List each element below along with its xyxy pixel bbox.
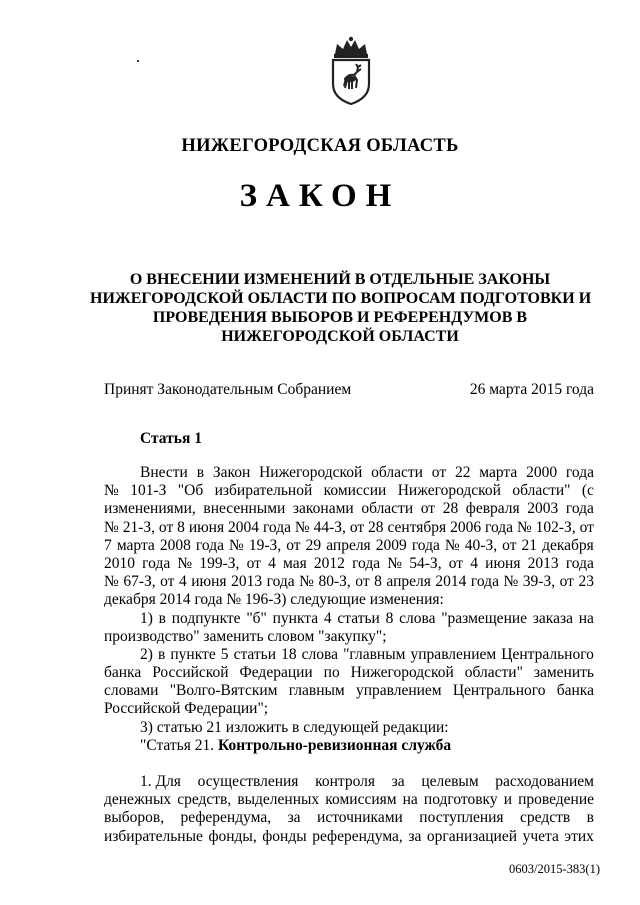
body-word: 28 [368, 518, 384, 536]
body-word: области" [464, 664, 523, 682]
body-word: комиссии [323, 482, 387, 500]
body-word: 21-З, [122, 518, 156, 536]
body-word: Закон [212, 464, 251, 481]
body-word: избирательной [214, 482, 313, 500]
body-word: за [391, 773, 405, 790]
body-line [104, 610, 594, 628]
body-word: законами [292, 500, 354, 518]
body-word: 28 [442, 500, 459, 518]
body-word: 23 [578, 573, 594, 591]
body-word: Центрального [501, 645, 594, 663]
body-line [104, 719, 594, 737]
body-word: 2003 [527, 500, 559, 518]
body-line [104, 809, 594, 827]
body-word: комиссиям [325, 791, 397, 809]
body-word: 1. Для [140, 773, 181, 790]
body-word: 3) статью 21 изложить в следующей редакции: [140, 718, 449, 736]
body-word: 2009 [375, 536, 407, 554]
law-title [90, 270, 590, 346]
body-word: выборов, [104, 809, 165, 827]
body-word: № [387, 554, 403, 572]
title-line: О ВНЕСЕНИИ ИЗМЕНЕНИЙ В ОТДЕЛЬНЫЕ ЗАКОНЫ [129, 271, 551, 288]
body-word: референдума, [180, 809, 272, 827]
body-word: 2000 [526, 464, 558, 481]
body-word: целевым [421, 773, 479, 790]
body-word: управлением [410, 645, 497, 663]
body-word: "главным [343, 645, 406, 663]
body-word: в [157, 645, 166, 663]
body-word: декабря 2014 года № 196-З) следующие изменения: [104, 591, 444, 609]
article-body [104, 464, 594, 846]
body-word: года [195, 536, 224, 554]
adoption-line [104, 381, 594, 399]
body-word: "б" [246, 609, 267, 627]
body-word: № [177, 554, 193, 572]
body-word: 8 [177, 518, 185, 536]
body-word: контроля [315, 773, 376, 790]
body-line [104, 500, 594, 518]
body-word: мая [283, 554, 307, 572]
body-word: года [142, 554, 171, 572]
body-word: 22 [454, 464, 471, 481]
body-word: № [104, 518, 119, 536]
body-word: "Статья 21. [140, 736, 218, 754]
article-heading: Статья 1 [140, 430, 202, 447]
body-line [104, 537, 594, 555]
body-word: 67-З, [123, 573, 156, 591]
body-word: года [484, 518, 514, 536]
body-word: источниками [317, 809, 403, 827]
document-code: 0603/2015-383(1) [509, 862, 600, 876]
body-word: от [448, 554, 464, 572]
body-word: № [104, 573, 119, 591]
body-word: изменениями, [104, 500, 196, 518]
body-word: на [402, 791, 418, 809]
body-line [104, 482, 594, 500]
body-word: пункте [170, 645, 216, 663]
body-word: 4 [178, 573, 187, 591]
body-word: 40-З, [464, 536, 498, 554]
body-word: 101-З [130, 482, 167, 500]
body-word: Российской [152, 664, 229, 682]
body-word: года [411, 536, 440, 554]
body-word: № [294, 518, 310, 536]
body-word: главным [288, 682, 345, 700]
body-word: июня [188, 518, 225, 536]
body-word: заменить [533, 664, 594, 682]
region-heading: НИЖЕГОРОДСКАЯ ОБЛАСТЬ [181, 136, 459, 156]
body-word: словами [104, 682, 159, 700]
body-word: за [287, 809, 301, 827]
body-word: от [158, 518, 174, 536]
body-word: февраля [465, 500, 520, 518]
body-word: управлением [355, 682, 442, 700]
body-word: от [160, 573, 175, 591]
body-word: от [559, 573, 574, 591]
body-word: средств, [177, 791, 232, 809]
body-word: 1) [140, 609, 153, 627]
body-line [104, 773, 594, 791]
body-word: 4 [323, 609, 332, 627]
body-word: Нижегородской [397, 482, 501, 500]
body-word: от [502, 536, 517, 554]
body-word: референдума, [312, 827, 403, 845]
body-word: подпункте [171, 609, 241, 627]
body-word: июня [191, 573, 227, 591]
body-word: года [262, 518, 291, 536]
body-word: 4 [268, 554, 276, 572]
body-word: 21 [521, 536, 538, 554]
body-word: года [470, 573, 499, 591]
body-word: 29 [305, 536, 322, 554]
body-word: 39-З, [522, 573, 556, 591]
body-word: 2013 [527, 554, 559, 572]
body-word: 19-З, [248, 536, 282, 554]
title-line: НИЖЕГОРОДСКОЙ ОБЛАСТИ ПО ВОПРОСАМ ПОДГОТОВКИ И [90, 290, 592, 307]
body-word: внесенными [203, 500, 286, 518]
body-line [104, 664, 594, 682]
body-word: № [229, 536, 244, 554]
body-word: марта [116, 536, 155, 554]
body-word: "размещение [441, 609, 528, 627]
body-word: 80-З, [318, 573, 351, 591]
body-line [104, 628, 594, 646]
body-word: этих [564, 827, 594, 845]
body-word: года [565, 464, 594, 481]
body-word: № [503, 573, 519, 591]
body-word: от [286, 536, 301, 554]
body-word: от [579, 518, 594, 536]
body-word: Нижегородской [350, 664, 454, 682]
body-word: слова [399, 609, 436, 627]
body-word: 18 [281, 645, 297, 663]
body-word: банка [104, 664, 142, 682]
body-word: 2004 [228, 518, 260, 536]
body-word: 7 [104, 536, 112, 554]
body-word: 2010 [104, 554, 135, 572]
body-word: года [565, 500, 594, 518]
body-word: в [158, 609, 166, 627]
body-word: фонды, [208, 827, 257, 845]
body-word: производство" заменить словом "закупку"; [104, 627, 387, 645]
body-word: 5 [220, 645, 229, 663]
body-word: 44-З, [313, 518, 346, 536]
title-line: ПРОВЕДЕНИЯ ВЫБОРОВ И РЕФЕРЕНДУМОВ В [152, 309, 528, 326]
body-word: от [349, 518, 365, 536]
body-line [104, 519, 594, 537]
body-word: от [420, 500, 436, 518]
body-word: избирательные [104, 827, 203, 845]
body-word: 8 [374, 573, 382, 591]
coat-of-arms-icon [327, 36, 375, 106]
body-word: слова [301, 645, 339, 663]
body-word: 102-З, [535, 518, 576, 536]
body-word: банка [556, 682, 594, 700]
body-word: осуществления [197, 773, 299, 790]
body-word: Нижегородской [259, 464, 363, 481]
body-word: средств [520, 809, 571, 827]
body-line [104, 682, 594, 700]
body-word: области [361, 500, 414, 518]
body-word: статьи [233, 645, 277, 663]
body-word: Федерации [239, 664, 313, 682]
body-word: Контрольно-ревизионная служба [218, 736, 452, 754]
body-word: 8 [385, 609, 394, 627]
body-word: организацией [426, 827, 518, 845]
body-word: (с [581, 482, 594, 500]
body-word: сентября [387, 518, 447, 536]
body-line [104, 646, 594, 664]
title-line: НИЖЕГОРОДСКОЙ ОБЛАСТИ [221, 328, 459, 345]
body-word: "Волго-Вятским [169, 682, 278, 700]
body-word: области" [512, 482, 571, 500]
body-word: от [246, 554, 261, 572]
body-word: 2014 [435, 573, 467, 591]
body-line [104, 737, 594, 755]
body-word: от [431, 464, 447, 481]
body-word: 2) [140, 645, 153, 663]
body-word: апреля [326, 536, 371, 554]
body-word: 2012 [313, 554, 345, 572]
body-word: 2008 [159, 536, 191, 554]
body-word: "Об [177, 482, 204, 500]
body-word: марта [479, 464, 518, 481]
body-word: 2013 [231, 573, 263, 591]
body-word: № [444, 536, 460, 554]
body-word: и [503, 791, 512, 809]
body-word: заказа [532, 609, 573, 627]
body-word: № [104, 482, 119, 500]
body-word: от [355, 573, 370, 591]
body-word: декабря [542, 536, 594, 554]
body-word: № [299, 573, 314, 591]
body-word: учета [522, 827, 559, 845]
body-word: № [516, 518, 532, 536]
body-word: на [578, 609, 594, 627]
body-line [104, 700, 594, 718]
body-line [104, 791, 594, 809]
body-word: подготовку [423, 791, 498, 809]
body-word: в [586, 809, 594, 827]
body-word: 199-З, [199, 554, 240, 572]
body-word: области [371, 464, 423, 481]
body-word: 4 [470, 554, 478, 572]
body-word: фонды [262, 827, 307, 845]
body-word: года [266, 573, 295, 591]
document-type-heading: ЗАКОН [239, 178, 401, 214]
body-word: пункта [272, 609, 319, 627]
adopting-body: Принят Законодательным Собранием [104, 381, 352, 398]
body-word: 54-З, [409, 554, 442, 572]
paragraph-gap [104, 755, 594, 773]
body-word: расходованием [495, 773, 594, 790]
body-word: Центрального [452, 682, 546, 700]
body-word: за [408, 827, 422, 845]
body-line [104, 555, 594, 573]
body-line [104, 464, 594, 482]
body-word: апреля [386, 573, 431, 591]
adoption-date: 26 марта 2015 года [469, 381, 594, 398]
scan-speck [137, 60, 139, 62]
body-line [104, 591, 594, 609]
body-word: года [565, 554, 594, 572]
body-word: денежных [104, 791, 172, 809]
body-line [104, 828, 594, 846]
body-word: проведение [518, 791, 594, 809]
body-word: поступления [419, 809, 504, 827]
body-word: по [323, 664, 340, 682]
body-word: статьи [337, 609, 380, 627]
body-word: июня [485, 554, 521, 572]
body-word: 2006 [450, 518, 482, 536]
body-word: Внести [140, 464, 188, 481]
body-line [104, 573, 594, 591]
body-word: Российской Федерации"; [104, 700, 269, 718]
body-word: в [196, 464, 205, 481]
body-word: года [352, 554, 381, 572]
body-word: выделенных [237, 791, 320, 809]
